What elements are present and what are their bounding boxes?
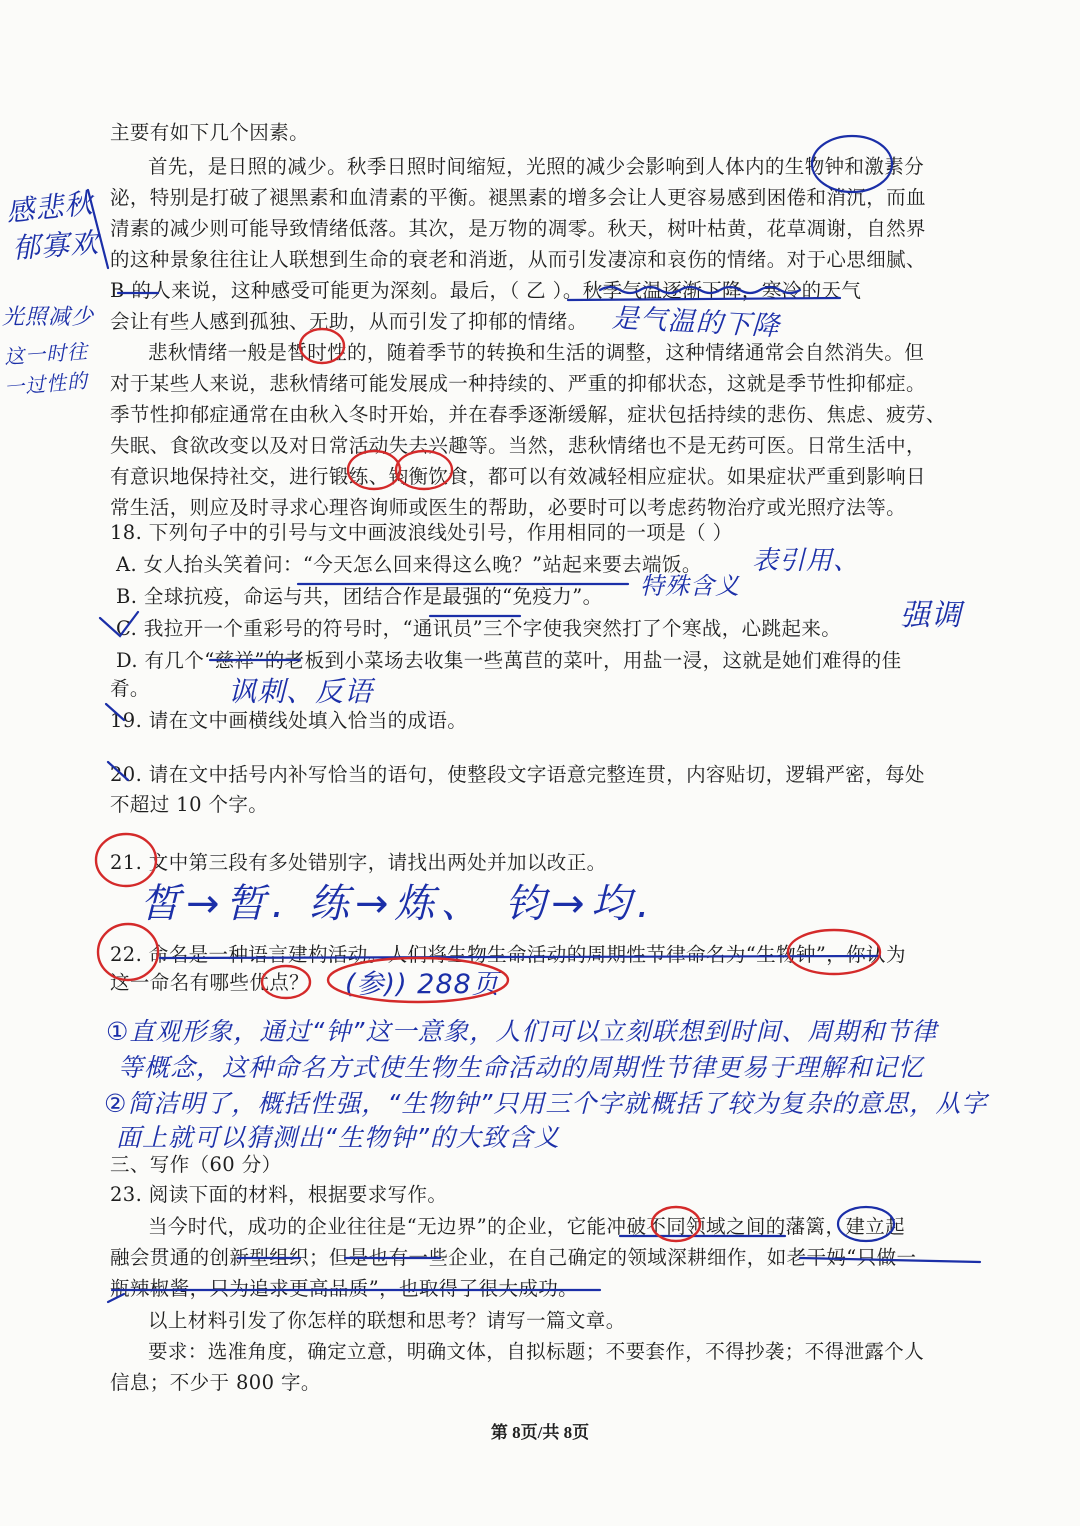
question-22: 22. 命名是一种语言建构活动。人们将生物生命活动的周期性节律命名为“生物钟”，你认为: [110, 943, 906, 966]
passage-line: 主要有如下几个因素。: [110, 121, 310, 144]
option-a-note: 表引用、: [752, 546, 861, 576]
answer-q22-ref: (参)) 288页: [345, 969, 500, 1000]
option-c-note: 强调: [900, 598, 962, 633]
answer-q22-line: ②简洁明了，概括性强，“生物钟”只用三个字就概括了较为复杂的意思，从字: [104, 1089, 988, 1118]
passage-line: 泌，特别是打破了褪黑素和血清素的平衡。褪黑素的增多会让人更容易感到困倦和消沉，而血: [110, 186, 926, 209]
question-20: 20. 请在文中括号内补写恰当的语句，使整段文字语意完整连贯，内容贴切，逻辑严密，每处: [110, 763, 925, 786]
option-b: B. 全球抗疫，命运与共，团结合作是最强的“免疫力”。: [116, 585, 603, 608]
question-19: 19. 请在文中画横线处填入恰当的成语。: [110, 709, 468, 732]
material-line: 融会贯通的创新型组织；但是也有一些企业，在自己确定的领域深耕细作，如老干妈“只做一: [110, 1246, 917, 1269]
passage-line: 有意识地保持社交，进行锻练、钧衡饮食，都可以有效减轻相应症状。如果症状严重到影响日: [110, 465, 926, 488]
passage-line: 的这种景象往往让人联想到生命的衰老和消逝，从而引发凄凉和哀伤的情绪。对于心思细腻、: [110, 248, 926, 271]
passage-line: 季节性抑郁症通常在由秋入冬时开始，并在春季逐渐缓解，症状包括持续的悲伤、焦虑、疲劳、: [110, 403, 946, 426]
answer-q22-line: ①直观形象，通过“钟”这一意象，人们可以立刻联想到时间、周期和节律: [106, 1017, 938, 1046]
option-d-cont: 肴。: [110, 677, 150, 700]
margin-note: 这一时往: [3, 339, 89, 369]
material-line: 当今时代，成功的企业往往是“无边界”的企业，它能冲破不同领域之间的藩篱，建立起: [148, 1215, 906, 1238]
passage-line: B 的人来说，这种感受可能更为深刻。最后，（ 乙 ）。秋季气温逐渐下降，寒冷的天气: [110, 279, 862, 302]
question-21: 21. 文中第三段有多处错别字，请找出两处并加以改正。: [110, 851, 607, 874]
option-c: C. 我拉开一个重彩号的符号时，“通讯员”三个字使我突然打了个寒战，心跳起来。: [116, 617, 842, 640]
question-18-stem: 18. 下列句子中的引号与文中画波浪线处引号，作用相同的一项是（ ）: [110, 521, 733, 544]
prompt-line: 以上材料引发了你怎样的联想和思考？请写一篇文章。: [148, 1309, 626, 1332]
question-22-cont: 这一命名有哪些优点？: [110, 971, 310, 994]
answer-yi: 是气温的下降: [611, 302, 781, 343]
passage-line: 会让有些人感到孤独、无助，从而引发了抑郁的情绪。: [110, 310, 588, 333]
passage-line: 清素的减少则可能导致情绪低落。其次，是万物的凋零。秋天，树叶枯黄，花草凋谢，自然界: [110, 217, 926, 240]
question-20-cont: 不超过 10 个字。: [110, 793, 269, 816]
margin-note: 光照减少: [2, 305, 95, 330]
passage-line: 首先，是日照的减少。秋季日照时间缩短，光照的减少会影响到人体内的生物钟和激素分: [148, 155, 925, 178]
page-number: 第 8页/共 8页: [490, 1423, 590, 1442]
option-d: D. 有几个“慈祥”的老板到小菜场去收集一些萬苣的菜叶，用盐一浸，这就是她们难得的佳: [116, 649, 902, 672]
section-heading: 三、写作（60 分）: [110, 1153, 282, 1176]
option-a: A. 女人抬头笑着问：“今天怎么回来得这么晚？”站起来要去端饭。: [116, 553, 702, 576]
passage-line: 悲秋情绪一般是皙时性的，随着季节的转换和生活的调整，这种情绪通常会自然消失。但: [148, 341, 925, 364]
option-d-note: 讽刺、反语: [228, 675, 374, 708]
answer-q22-line: 等概念，这种命名方式使生物生命活动的周期性节律更易于理解和记忆: [118, 1053, 925, 1082]
passage-line: 失眠、食欲改变以及对日常活动失去兴趣等。当然，悲秋情绪也不是无药可医。日常生活中，: [110, 434, 926, 457]
material-line: 瓶辣椒酱，只为追求更高品质”，也取得了很大成功。: [110, 1277, 579, 1300]
option-b-note: 特殊含义: [640, 572, 740, 600]
answer-q21: 皙→暂. 练→炼、 钧→均.: [140, 881, 656, 927]
passage-line: 常生活，则应及时寻求心理咨询师或医生的帮助，必要时可以考虑药物治疗或光照疗法等。: [110, 496, 907, 519]
margin-note: 感悲秋: [4, 186, 95, 229]
requirement-line: 信息；不少于 800 字。: [110, 1371, 321, 1394]
margin-note: 郁寡欢: [11, 226, 101, 265]
margin-note: 一过性的: [3, 368, 90, 400]
requirement-line: 要求：选准角度，确定立意，明确文体，自拟标题；不要套作，不得抄袭；不得泄露个人: [148, 1340, 925, 1363]
passage-line: 对于某些人来说，悲秋情绪可能发展成一种持续的、严重的抑郁状态，这就是季节性抑郁症。: [110, 372, 926, 395]
answer-q22-line: 面上就可以猜测出“生物钟”的大致含义: [116, 1123, 560, 1152]
question-23-stem: 23. 阅读下面的材料，根据要求写作。: [110, 1183, 448, 1206]
